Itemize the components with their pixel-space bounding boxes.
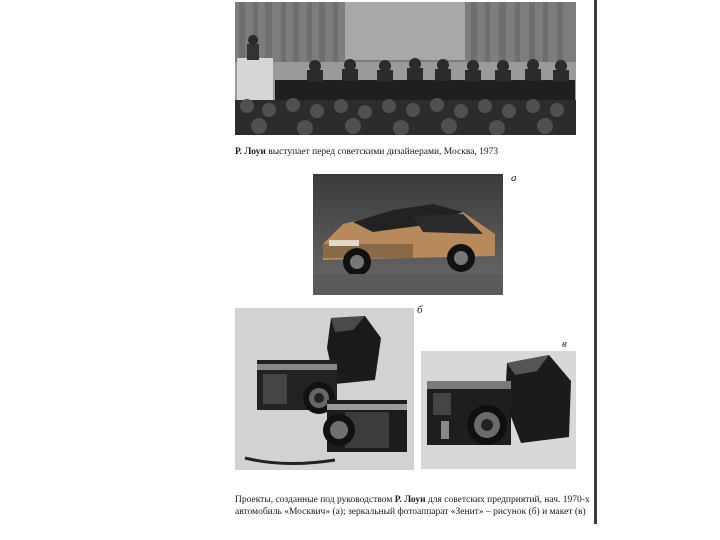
label-a: а <box>511 172 517 184</box>
camera-drawing <box>235 308 414 470</box>
caption-name: Р. Лоуи <box>235 147 266 157</box>
camera-model-photo <box>421 351 576 469</box>
page-edge-rule <box>594 0 597 524</box>
label-c: в <box>562 338 567 350</box>
conference-photo <box>235 2 576 135</box>
caption-line2-text: автомобиль «Москвич» (а); зеркальный фотоаппарат «Зенит» – рисунок (б) и макет (в) <box>235 507 586 517</box>
caption-line1-prefix: Проекты, созданные под руководством <box>235 495 395 505</box>
caption-line1-name: Р. Лоуи <box>394 495 426 505</box>
caption-line1-suffix: для советских предприятий, нач. 1970-х <box>425 495 590 505</box>
conference-caption <box>235 146 498 158</box>
projects-caption-line2 <box>235 506 586 518</box>
projects-caption-line1 <box>235 494 590 506</box>
caption-text: выступает перед советскими дизайнерами, Москва, 1973 <box>265 147 499 157</box>
label-b: б <box>417 304 423 316</box>
car-photo <box>313 174 503 295</box>
